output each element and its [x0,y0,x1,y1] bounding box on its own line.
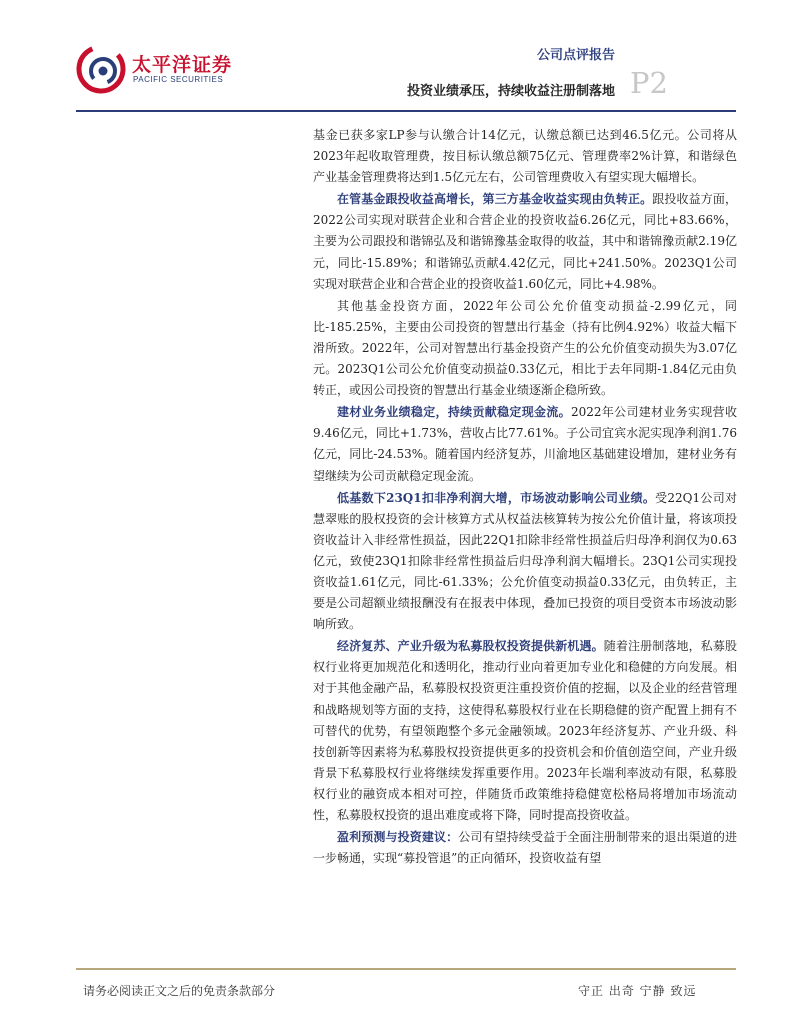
page-number: P2 [630,66,668,100]
report-body [313,125,737,870]
footer-divider [76,968,736,970]
paragraph-building-materials [313,402,737,486]
header-divider [76,110,736,112]
paragraph-private-equity [313,636,737,826]
paragraph-heading: 在管基金跟投收益高增长，第三方基金收益实现由负转正。 [337,192,653,207]
report-title: 投资业绩承压，持续收益注册制落地 [406,84,615,99]
paragraph-continued: 基金已获多家LP参与认缴合计14亿元，认缴总额已达到46.5亿元。公司将从2023年起收取管理费，按目标认缴总额75亿元、管理费率2%计算，和谐绿色产业基金管理费将达到1.5亿元左右，公司管理费收入有望实现大幅增长。 [313,128,737,185]
footer-disclaimer: 请务必阅读正文之后的免责条款部分 [83,984,276,998]
report-type: 公司点评报告 [536,48,615,63]
paragraph-text: 跟投收益方面，2022公司实现对联营企业和合营企业的投资收益6.26亿元，同比+83.66%，主要为公司跟投和谐锦弘及和谐锦豫基金取得的收益，其中和谐锦豫贡献2.19亿元，同比-15.89%；和谐锦弘贡献4.42亿元，同比+241.50%。2023Q1公司实现对联营企业和合营企业的投资收益1.60亿元，同比+4.98%。 [313,192,737,291]
pacific-securities-logo-icon [76,44,126,94]
paragraph-text: 随着注册制落地，私募股权行业将更加规范化和透明化，推动行业向着更加专业化和稳健的方向发展。相对于其他金融产品，私募股权投资更注重投资价值的挖掘，以及企业的经营管理和战略规划等方面的支持，这使得私募股权行业在长期稳健的资产配置上拥有不可替代的优势，有望领跑整个多元金融领域。2023年经济复苏、产业升级、科技创新等因素将为私募股权投资提供更多的投资机会和价值创造空间，产业升级背景下私募股权行业将继续发挥重要作用。2023年长端利率波动有限，私募股权行业的融资成本相对可控，伴随货币政策维持稳健宽松格局将增加市场流动性，私募股权投资的退出难度或将下降，同时提高投资收益。 [313,639,737,822]
paragraph-fund-returns [313,189,737,294]
paragraph-text: 2022年公司建材业务实现营收9.46亿元，同比+1.73%，营收占比77.61%。子公司宜宾水泥实现净利润1.76亿元，同比-24.53%。随着国内经济复苏，川渝地区基础建设增加，建材业务有望继续为公司贡献稳定现金流。 [313,405,737,483]
paragraph-text: 受22Q1公司对慧翠账的股权投资的会计核算方式从权益法核算转为按公允价值计量，将该项投资收益计入非经常性损益，因此22Q1扣除非经常性损益后归母净利润仅为0.63亿元，致使23Q1扣除非经常性损益后归母净利润大幅增长。23Q1公司实现投资收益1.61亿元，同比-61.33%；公允价值变动损益0.33亿元，由负转正，主要是公司超额业绩报酬没有在报表中体现，叠加已投资的项目受资本市场波动影响所致。 [313,490,737,632]
paragraph-other-funds: 其他基金投资方面，2022年公司公允价值变动损益-2.99亿元，同比-185.25%，主要由公司投资的智慧出行基金（持有比例4.92%）收益大幅下滑所致。2022年，公司对智慧出行基金投资产生的公允价值变动损失为3.07亿元。2023Q1公司公允价值变动损益0.33亿元，相比于去年同期-1.84亿元由负转正，或因公司投资的智慧出行基金业绩逐渐企稳所致。 [313,298,737,398]
logo-english-name: PACIFIC SECURITIES [133,75,224,84]
paragraph-heading: 低基数下23Q1扣非净利润大增，市场波动影响公司业绩。 [337,490,656,505]
paragraph-heading: 盈利预测与投资建议： [337,830,459,845]
logo-chinese-name: 太平洋证券 [132,54,233,76]
paragraph-forecast [313,827,737,869]
paragraph-heading: 经济复苏、产业升级为私募股权投资提供新机遇。 [337,639,604,654]
company-logo [76,44,236,96]
footer-motto: 守正 出奇 宁静 致远 [578,984,697,998]
paragraph-text: 公司有望持续受益于全面注册制带来的退出渠道的进一步畅通，实现“募投管退”的正向循环，投资收益有望 [313,830,737,866]
paragraph-q1-profit [313,488,737,636]
paragraph-heading: 建材业务业绩稳定，持续贡献稳定现金流。 [337,405,571,420]
